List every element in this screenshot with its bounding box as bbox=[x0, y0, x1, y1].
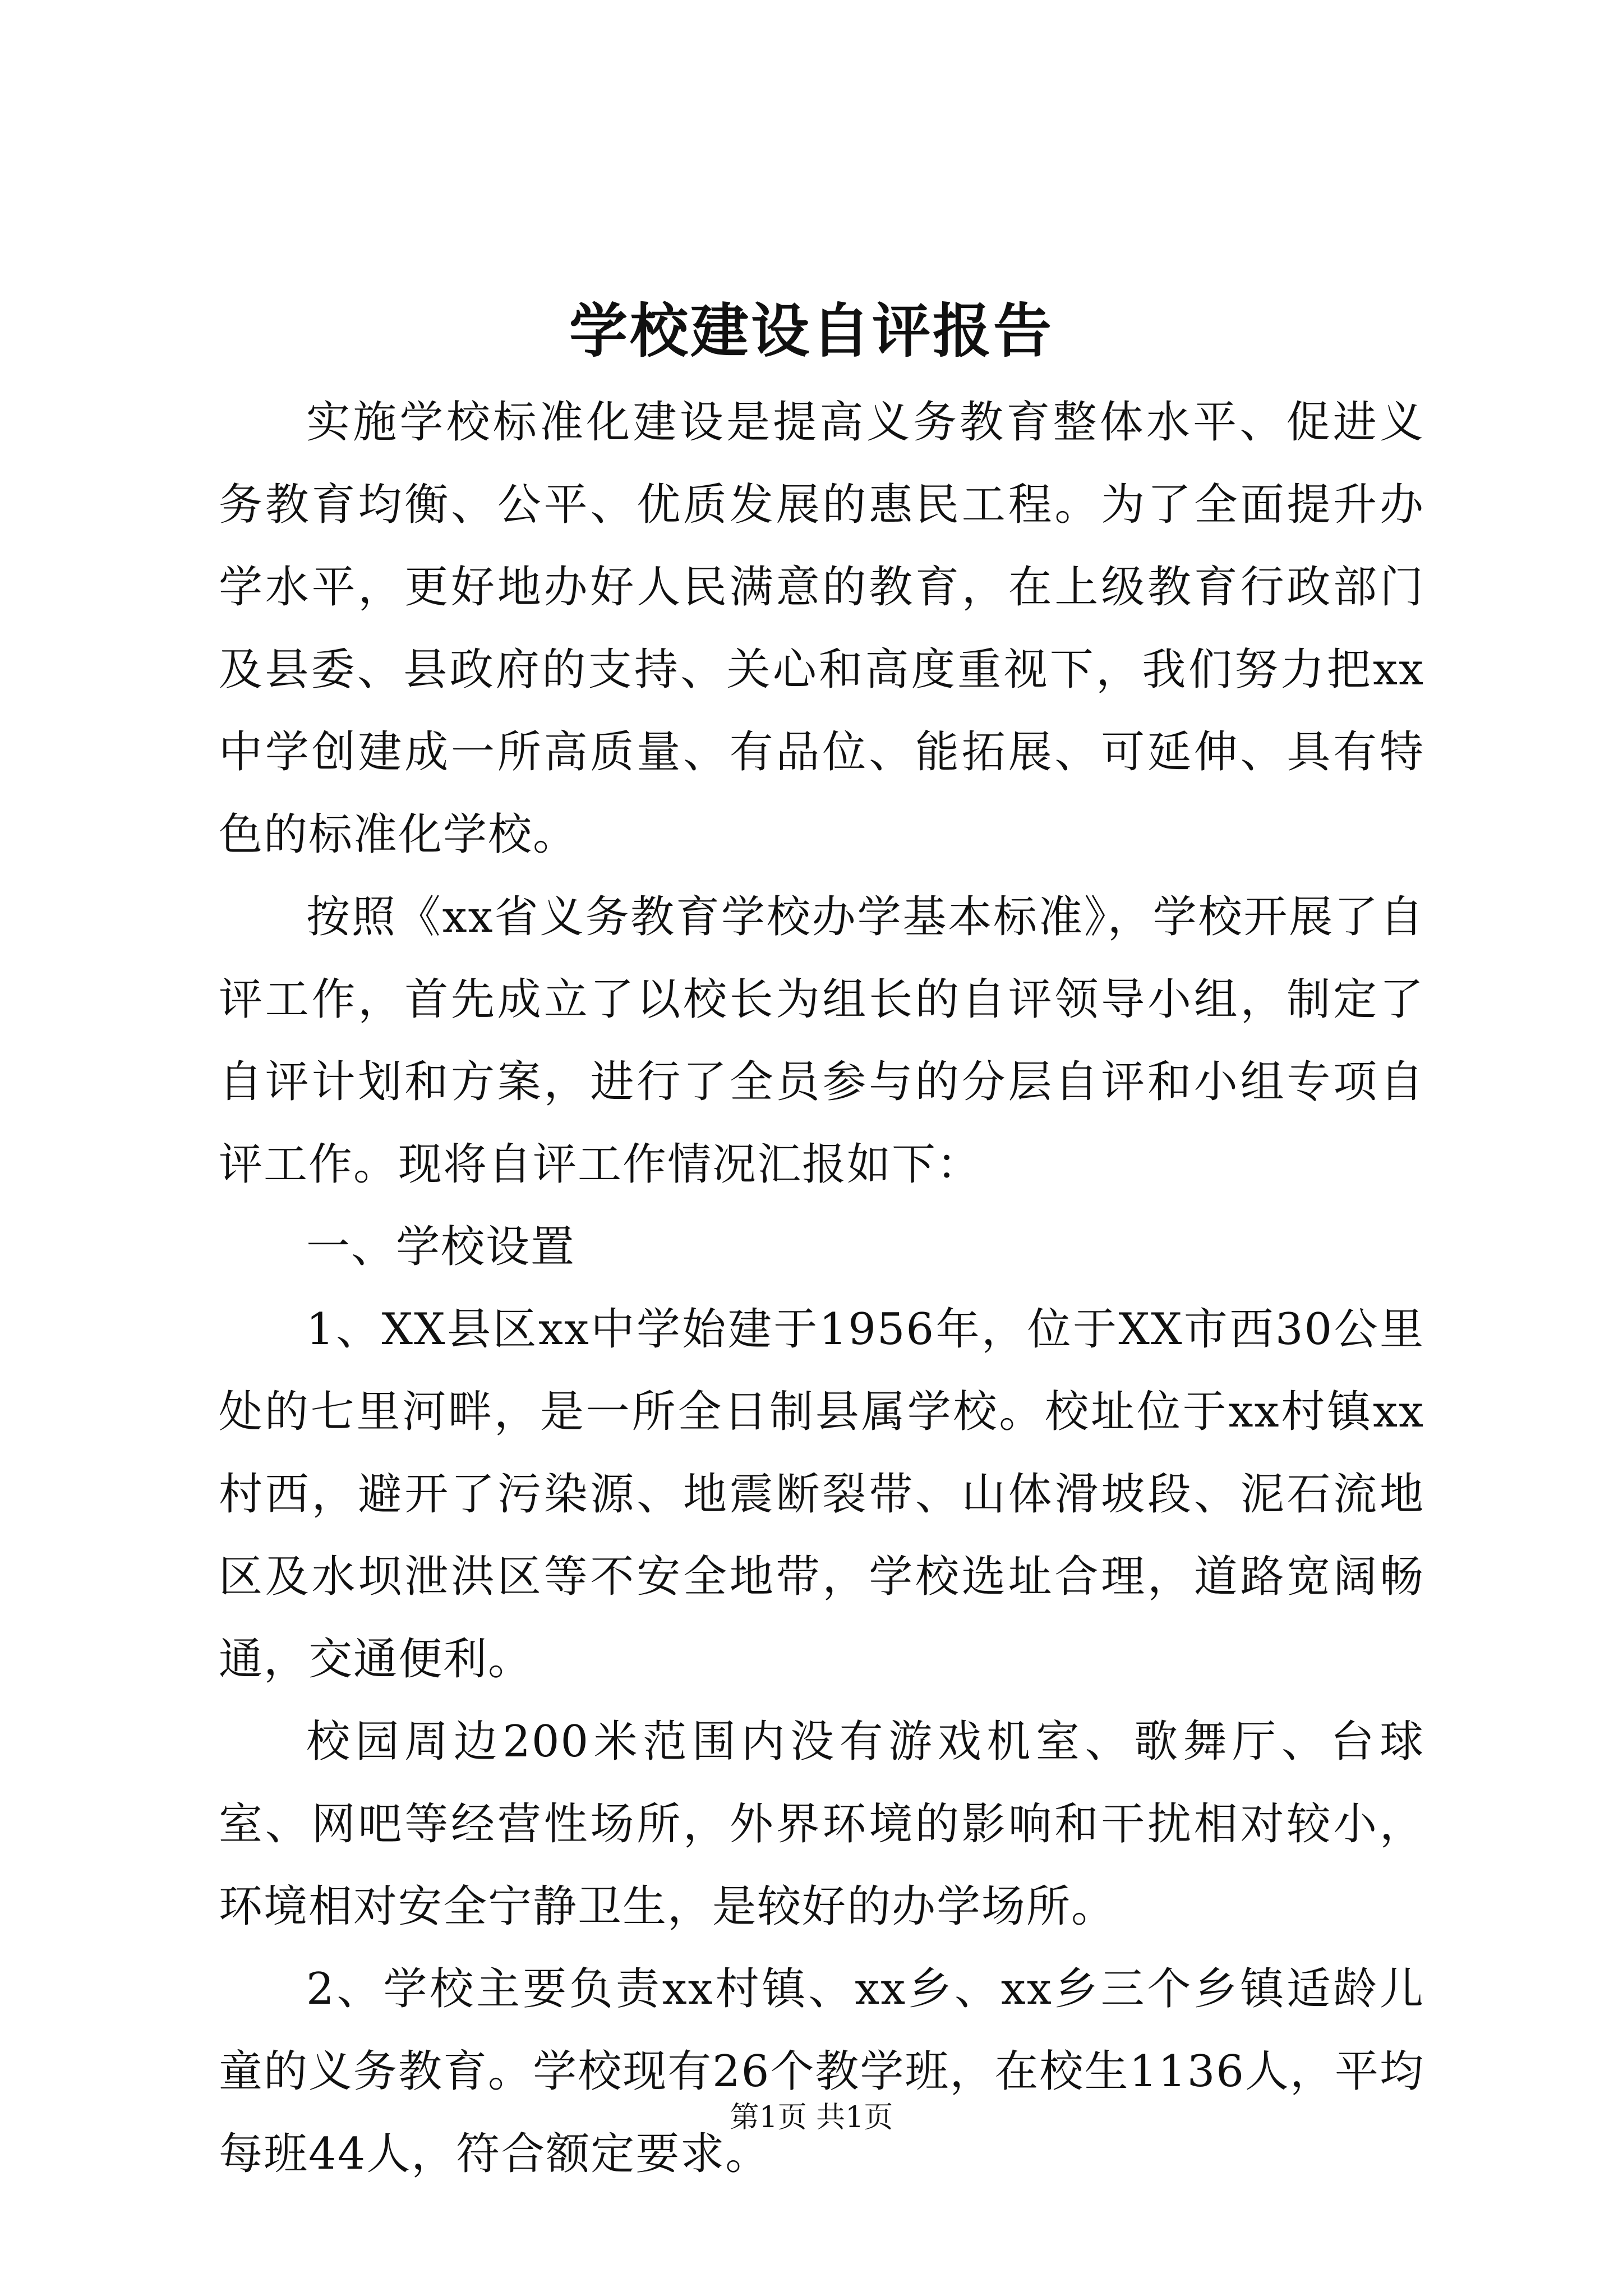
document-title: 学校建设自评报告 bbox=[569, 296, 1054, 365]
page-footer: 第1页 共1页 bbox=[730, 2101, 893, 2134]
paragraph-enrollment: 2、学校主要负责xx村镇、xx乡、xx乡三个乡镇适龄儿童的义务教育。学校现有26个教学班，在校生1136人，平均每班44人，符合额定要求。 bbox=[219, 1964, 1424, 2179]
paragraph-school-location: 1、XX县区xx中学始建于1956年，位于XX市西30公里处的七里河畔，是一所全日制县属学校。校址位于xx村镇xx村西，避开了污染源、地震断裂带、山体滑坡段、泥石流地区及水坝泄洪区等不安全地带，学校选址合理，道路宽阔畅通，交通便利。 bbox=[219, 1304, 1424, 1685]
section-heading-school-setup: 一、学校设置 bbox=[306, 1222, 576, 1272]
paragraph-campus-surroundings: 校园周边200米范围内没有游戏机室、歌舞厅、台球室、网吧等经营性场所，外界环境的影响和干扰相对较小，环境相对安全宁静卫生，是较好的办学场所。 bbox=[219, 1717, 1424, 1932]
paragraph-self-evaluation: 按照《xx省义务教育学校办学基本标准》，学校开展了自评工作，首先成立了以校长为组长的自评领导小组，制定了自评计划和方案，进行了全员参与的分层自评和小组专项自评工作。现将自评工作情况汇报如下： bbox=[219, 892, 1424, 1190]
paragraph-intro: 实施学校标准化建设是提高义务教育整体水平、促进义务教育均衡、公平、优质发展的惠民工程。为了全面提升办学水平，更好地办好人民满意的教育，在上级教育行政部门及县委、县政府的支持、关心和高度重视下，我们努力把xx中学创建成一所高质量、有品位、能拓展、可延伸、具有特色的标准化学校。 bbox=[219, 397, 1424, 860]
document-body bbox=[219, 381, 1424, 2196]
